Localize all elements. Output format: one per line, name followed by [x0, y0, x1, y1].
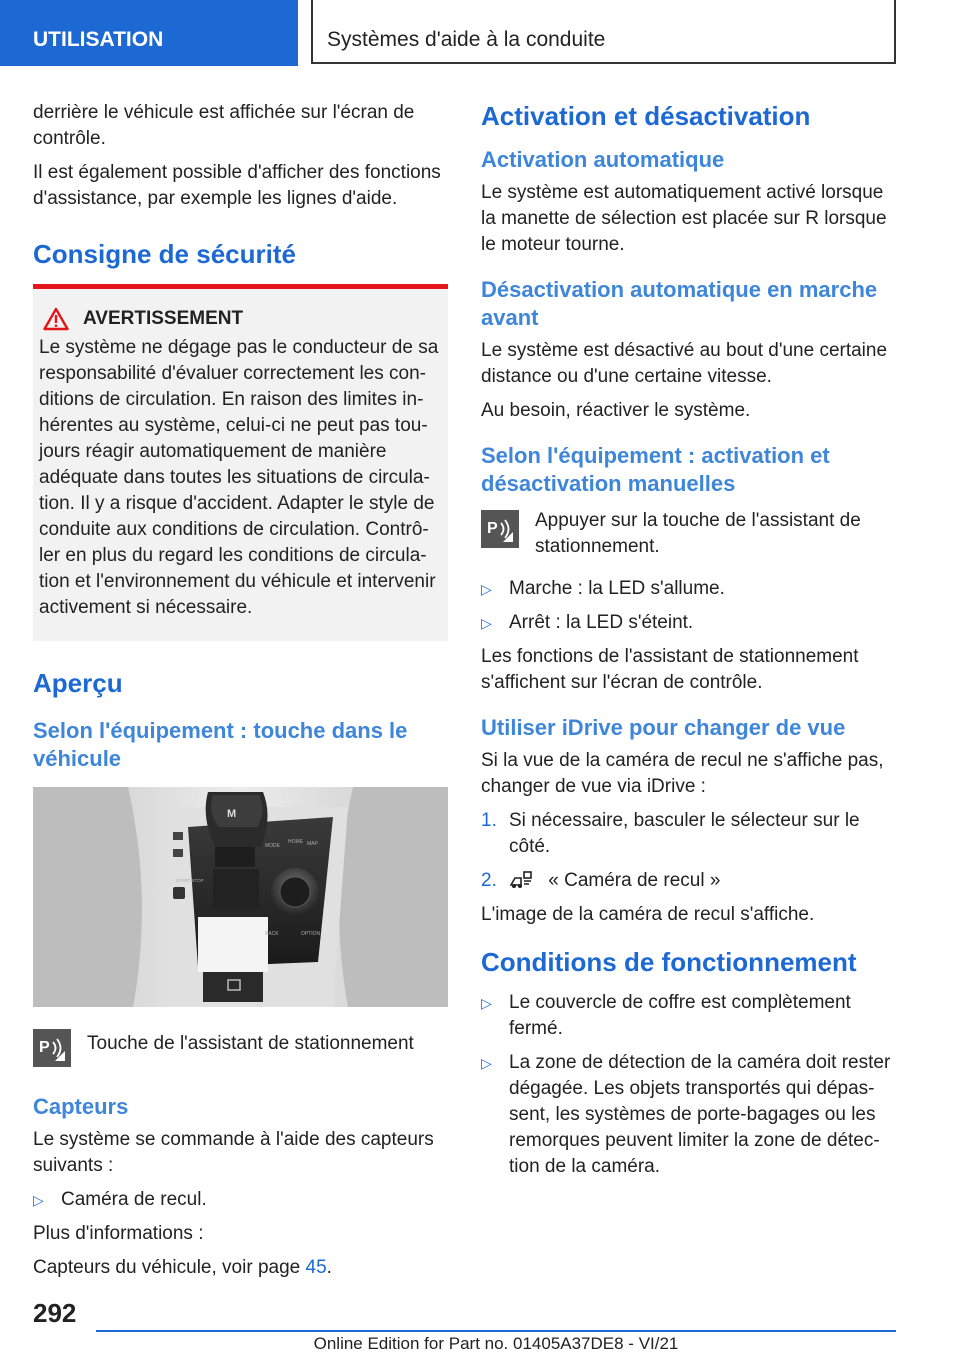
manual-heading: Selon l'équipement : activation et désactivation manuelles: [481, 443, 830, 496]
photo-label-mode: MODE: [265, 843, 280, 849]
section-tab: UTILISATION: [0, 0, 298, 66]
park-assist-icon: [33, 1029, 71, 1067]
led-off-text: Arrêt : la LED s'éteint.: [509, 612, 694, 633]
park-assist-caption: Touche de l'assistant de stationnement: [87, 1033, 414, 1054]
edition-note: Online Edition for Part no. 01405A37DE8 - VI/21: [313, 1334, 679, 1353]
button-heading: Selon l'équipement : touche dans le véhicule: [33, 718, 408, 771]
sensors-text: Le système se commande à l'aide des capteurs suivants :: [33, 1129, 434, 1176]
rear-camera-icon: [509, 869, 535, 889]
photo-label-map: MAP: [307, 841, 318, 847]
list-item: [481, 808, 896, 860]
list-item: [33, 1187, 448, 1213]
right-column: [481, 100, 896, 1188]
triangle-bullet-icon: ▷: [481, 995, 492, 1011]
see-page-suffix: .: [326, 1257, 332, 1278]
auto-activation-heading: Activation automatique: [481, 147, 725, 172]
list-item: [481, 990, 896, 1042]
console-illustration: [33, 787, 448, 1007]
page-number: 292: [33, 1298, 77, 1328]
safety-heading: Consigne de sécurité: [33, 239, 296, 269]
warning-label: AVERTISSEMENT: [83, 308, 244, 329]
idrive-heading: Utiliser iDrive pour changer de vue: [481, 715, 846, 740]
idrive-text: Si la vue de la caméra de recul ne s'affiche pas, changer de vue via iDrive :: [481, 750, 884, 797]
photo-label-start-stop: START STOP: [176, 878, 204, 883]
park-assist-caption-row: [33, 1027, 448, 1067]
intro-paragraph-2: Il est également possible d'afficher des fonctions d'assistance, par exemple les lignes d'aide.: [33, 162, 441, 209]
step-number: 1.: [481, 810, 497, 831]
reactivate-text: Au besoin, réactiver le système.: [481, 400, 751, 421]
warning-triangle-icon: [43, 307, 69, 331]
list-item: [481, 868, 896, 894]
chapter-title: Systèmes d'aide à la conduite: [311, 0, 896, 64]
triangle-bullet-icon: ▷: [481, 1055, 492, 1071]
warning-box: [33, 284, 448, 641]
park-assist-icon: [481, 510, 519, 548]
see-page-reference: [33, 1255, 448, 1281]
overview-heading: Aperçu: [33, 668, 123, 698]
manual-instruction-text: Appuyer sur la touche de l'assistant de stationnement.: [535, 510, 861, 557]
condition-2-text: La zone de détection de la caméra doit rester dégagée. Les objets transportés qui dépassent, les systèmes de porte-bagages ou les remorques peuvent limiter la zone de détection de la caméra.: [509, 1052, 891, 1177]
list-item: [481, 576, 896, 602]
manual-instruction-row: [481, 508, 896, 560]
triangle-bullet-icon: ▷: [481, 615, 492, 631]
sensors-heading: Capteurs: [33, 1094, 129, 1119]
footer-divider: [96, 1330, 896, 1332]
vehicle-console-photo: [33, 787, 448, 1007]
page-45-link[interactable]: 45: [305, 1257, 327, 1278]
activation-heading: Activation et désactivation: [481, 101, 811, 131]
triangle-bullet-icon: ▷: [33, 1192, 44, 1208]
warning-text: Le système ne dégage pas le conducteur de sa responsabilité d'évaluer correctement les conditions de circulation. En raison des limites inhérentes au système, celui-ci ne peut pas toujours réagir automatiquement de manière adéquate dans toutes les situations de circulation. Il y a risque d'accident. Adapter le style de conduite aux conditions de circulation. Contrôler en plus du regard les conditions de circulation et l'environnement du véhicule et intervenir activement si nécessaire.: [39, 337, 439, 618]
warning-header: [39, 307, 442, 331]
auto-deactivation-text: Le système est désactivé au bout d'une certaine distance ou d'une certaine vitesse.: [481, 340, 888, 387]
svg-text:M: M: [227, 808, 237, 820]
more-info-label: Plus d'informations :: [33, 1223, 204, 1244]
see-page-prefix: Capteurs du véhicule, voir page: [33, 1257, 306, 1278]
step-1-text: Si nécessaire, basculer le sélecteur sur le côté.: [509, 810, 860, 857]
functions-text: Les fonctions de l'assistant de stationnement s'affichent sur l'écran de contrôle.: [481, 646, 859, 693]
left-column: [33, 100, 448, 1289]
auto-activation-text: Le système est automatiquement activé lorsque la manette de sélection est placée sur R lorsque le moteur tourne.: [481, 182, 887, 255]
photo-label-option: OPTION: [301, 931, 321, 937]
triangle-bullet-icon: ▷: [481, 581, 492, 597]
page-header: [0, 0, 960, 66]
led-on-text: Marche : la LED s'allume.: [509, 578, 725, 599]
photo-label-back: BACK: [265, 931, 279, 937]
conditions-list: [481, 990, 896, 1180]
idrive-steps: [481, 808, 896, 894]
photo-label-home: HOME: [288, 839, 303, 845]
sensor-item-text: Caméra de recul.: [61, 1189, 207, 1210]
svg-text:P: P: [487, 520, 498, 537]
auto-deactivation-heading: Désactivation automatique en marche avant: [481, 277, 878, 330]
list-item: [481, 610, 896, 636]
camera-image-text: L'image de la caméra de recul s'affiche.: [481, 904, 815, 925]
led-list: [481, 576, 896, 636]
list-item: [481, 1050, 896, 1180]
sensor-list: [33, 1187, 448, 1213]
step-number: 2.: [481, 870, 497, 891]
intro-paragraph-1: derrière le véhicule est affichée sur l'écran de contrôle.: [33, 102, 415, 149]
condition-1-text: Le couvercle de coffre est complètement fermé.: [509, 992, 851, 1039]
svg-text:P: P: [39, 1039, 50, 1056]
step-2-text: « Caméra de recul »: [548, 870, 721, 891]
conditions-heading: Conditions de fonctionnement: [481, 947, 857, 977]
